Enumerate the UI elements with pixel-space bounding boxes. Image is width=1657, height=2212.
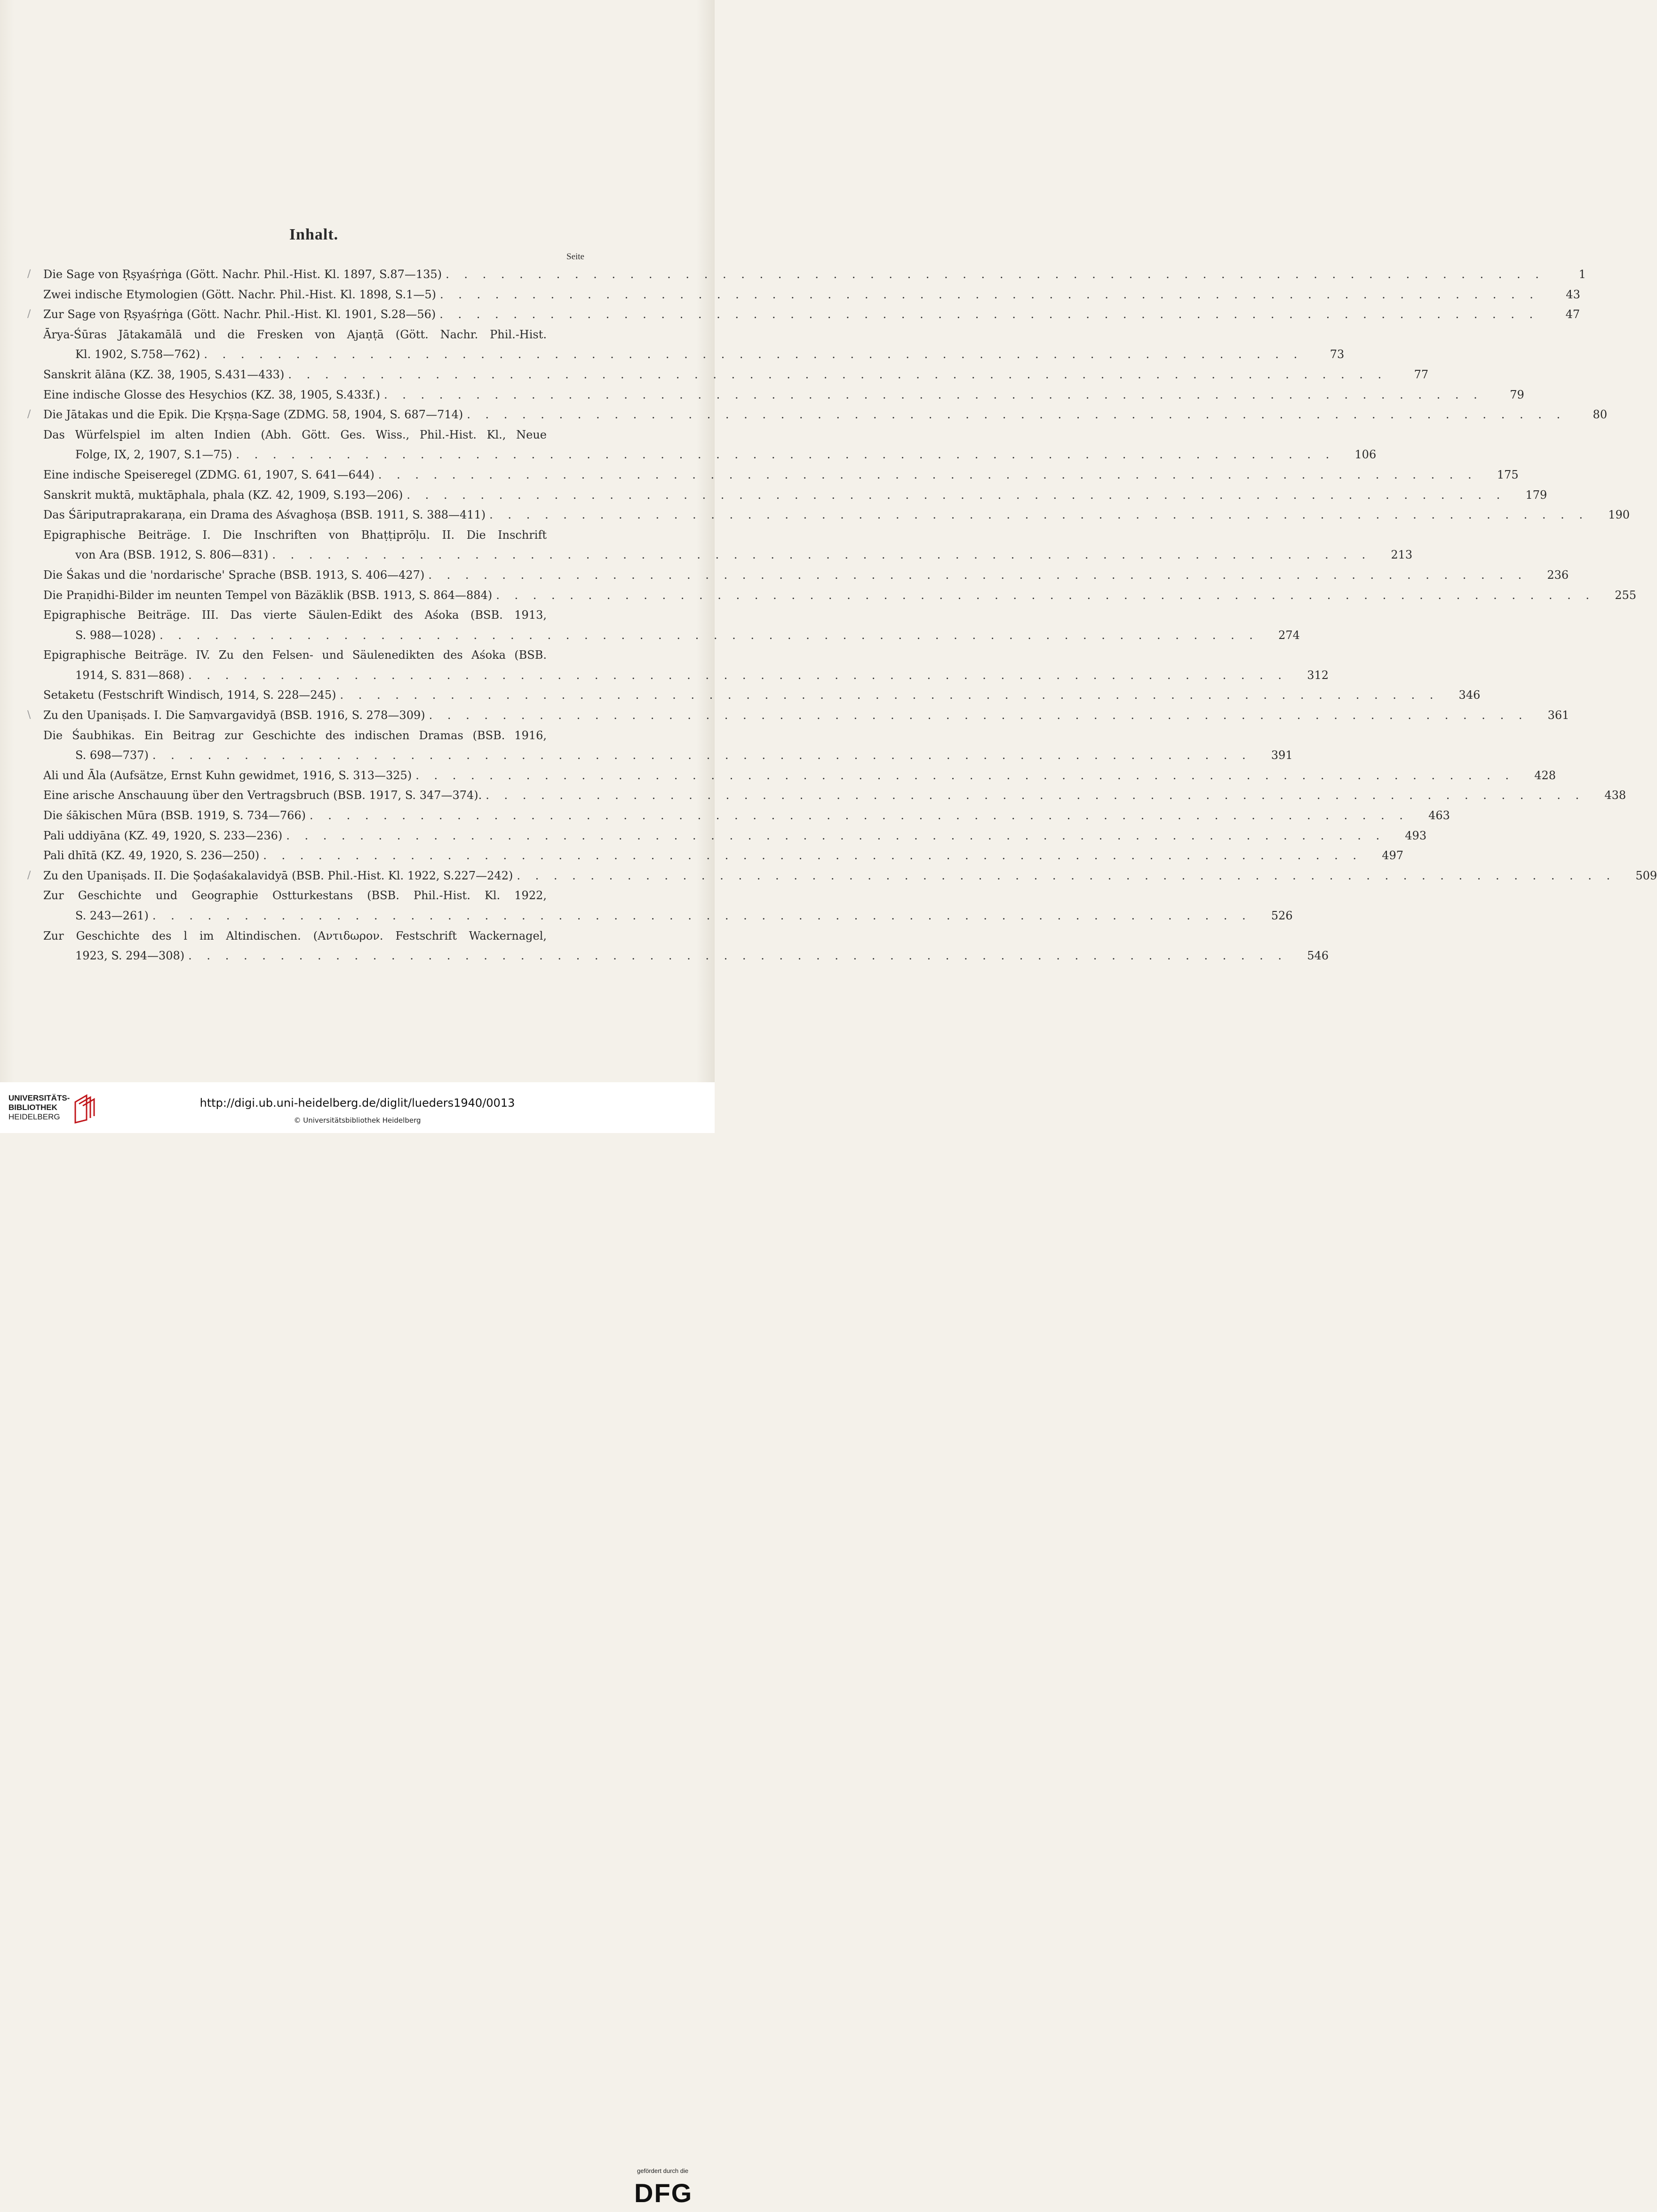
toc-entry-line <box>43 485 1547 505</box>
toc-entry-line <box>43 826 1427 846</box>
toc-entry-line <box>43 585 1637 606</box>
toc-entry-title: Das Würfelspiel im alten Indien (Abh. Gött. Ges. Wiss., Phil.-Hist. Kl., Neue <box>43 428 547 441</box>
dot-leader: . . . . . . . . . . . . . . . . . . . . . . . . . . . . . . . . . . . . . . . . . . . . . . . . . . . . . . . . . . . . <box>446 268 1545 281</box>
dot-leader: . . . . . . . . . . . . . . . . . . . . . . . . . . . . . . . . . . . . . . . . . . . . . . . . . . . . . . . . . . . . <box>263 849 1362 862</box>
toc-entry <box>43 425 1377 465</box>
dot-leader: . . . . . . . . . . . . . . . . . . . . . . . . . . . . . . . . . . . . . . . . . . . . . . . . . . . . . . . . . . . . <box>428 568 1528 582</box>
toc-entry-title: Kl. 1902, S.758—762) <box>75 348 200 361</box>
toc-entry-line <box>43 645 584 665</box>
toc-page-number: 179 <box>1525 488 1547 502</box>
toc-page-number: 79 <box>1510 388 1524 401</box>
dot-leader: . . . . . . . . . . . . . . . . . . . . . . . . . . . . . . . . . . . . . . . . . . . . . . . . . . . . . . . . . . . . <box>152 909 1251 922</box>
dot-leader: . . . . . . . . . . . . . . . . . . . . . . . . . . . . . . . . . . . . . . . . . . . . . . . . . . . . . . . . . . . . <box>378 468 1477 481</box>
toc-entry <box>43 806 1450 826</box>
toc-entry-title: Die Śakas und die 'nordarische' Sprache (BSB. 1913, S. 406—427) <box>43 568 425 582</box>
toc-entry-line <box>43 785 1626 806</box>
toc-entry-line <box>43 325 584 345</box>
toc-entry-line <box>43 665 1329 686</box>
toc-entry <box>27 304 1580 325</box>
pencil-mark: / <box>27 308 31 320</box>
toc-entry <box>43 285 1580 305</box>
toc-entry <box>43 485 1547 505</box>
toc-entry-title: Die Jātakas und die Epik. Die Kṛṣṇa-Sage (ZDMG. 58, 1904, S. 687—714) <box>43 408 463 422</box>
toc-entry-line <box>43 705 1569 726</box>
toc-entry-title: Sanskrit muktā, muktāphala, phala (KZ. 42, 1909, S.193—206) <box>43 488 403 502</box>
toc-entry-line <box>43 866 1657 886</box>
toc-entry-title: Eine arische Anschauung über den Vertragsbruch (BSB. 1917, S. 347—374). <box>43 789 482 802</box>
toc-entry-title: Epigraphische Beiträge. I. Die Inschriften von Bhaṭṭiprōḷu. II. Die Inschrift <box>43 528 547 542</box>
toc-entry <box>43 325 1345 365</box>
toc-page-number: 438 <box>1604 789 1626 802</box>
toc-page-number: 255 <box>1615 588 1637 602</box>
toc-entry-title: Ārya-Śūras Jātakamālā und die Fresken von Ajaṇṭā (Gött. Nachr. Phil.-Hist. <box>43 327 547 341</box>
dot-leader: . . . . . . . . . . . . . . . . . . . . . . . . . . . . . . . . . . . . . . . . . . . . . . . . . . . . . . . . . . . . <box>236 448 1335 462</box>
toc-entry-title: Das Śāriputraprakaraṇa, ein Drama des Aśvaghoṣa (BSB. 1911, S. 388—411) <box>43 508 486 522</box>
dot-leader: . . . . . . . . . . . . . . . . . . . . . . . . . . . . . . . . . . . . . . . . . . . . . . . . . . . . . . . . . . . . <box>383 388 1483 401</box>
toc-entry-title: Die śākischen Mūra (BSB. 1919, S. 734—766) <box>43 809 306 823</box>
library-name-line-2: BIBLIOTHEK <box>8 1103 57 1112</box>
toc-entry-title: Zur Geschichte und Geographie Ostturkestans (BSB. Phil.-Hist. Kl. 1922, <box>43 889 547 902</box>
dfg-logo: DFG <box>634 2178 693 2208</box>
toc-entry-line <box>43 344 1345 365</box>
toc-entry-title: Zu den Upaniṣads. I. Die Saṃvargavidyā (BSB. 1916, S. 278—309) <box>43 709 425 722</box>
toc-entry-line <box>43 766 1556 786</box>
toc-page-number: 312 <box>1307 668 1329 682</box>
toc-entry-line <box>43 264 1586 285</box>
dot-leader: . . . . . . . . . . . . . . . . . . . . . . . . . . . . . . . . . . . . . . . . . . . . . . . . . . . . . . . . . . . . <box>496 588 1595 602</box>
library-name-line-3: HEIDELBERG <box>8 1112 60 1121</box>
funding-note: gefördert durch die <box>637 2167 689 2174</box>
toc-list <box>27 264 1657 966</box>
toc-entry-title: 1914, S. 831—868) <box>75 668 185 682</box>
toc-entry <box>27 866 1657 886</box>
toc-page-number: 43 <box>1566 287 1580 301</box>
toc-entry-line <box>43 745 1293 766</box>
toc-entry-line <box>43 385 1524 405</box>
toc-entry-title: Ali und Āla (Aufsätze, Ernst Kuhn gewidmet, 1916, S. 313—325) <box>43 768 412 782</box>
toc-entry-title: S. 243—261) <box>75 909 149 922</box>
toc-entry-line <box>43 625 1300 646</box>
toc-entry-title: S. 988—1028) <box>75 628 156 642</box>
page-title: Inhalt. <box>289 226 339 243</box>
toc-entry <box>43 726 1293 766</box>
dot-leader: . . . . . . . . . . . . . . . . . . . . . . . . . . . . . . . . . . . . . . . . . . . . . . . . . . . . . . . . . . . . <box>288 367 1387 381</box>
toc-entry <box>43 685 1481 705</box>
toc-entry-title: Zu den Upaniṣads. II. Die Ṣoḍaśakalavidyā (BSB. Phil.-Hist. Kl. 1922, S.227—242) <box>43 869 513 882</box>
toc-entry-line <box>43 445 1377 465</box>
toc-page-number: 497 <box>1382 849 1404 862</box>
toc-entry-line <box>43 505 1630 525</box>
pencil-mark: \ <box>27 709 31 721</box>
toc-entry-line <box>43 304 1580 325</box>
toc-entry <box>43 525 1413 565</box>
toc-entry-line <box>43 806 1450 826</box>
toc-page-number: 361 <box>1547 709 1569 722</box>
library-name-line-1: UNIVERSITÄTS- <box>8 1094 70 1102</box>
toc-entry-title: Folge, IX, 2, 1907, S.1—75) <box>75 448 232 462</box>
toc-page-number: 493 <box>1405 829 1427 842</box>
copyright-notice: © Universitätsbibliothek Heidelberg <box>294 1116 421 1125</box>
page-column-label: Seite <box>566 252 584 262</box>
dot-leader: . . . . . . . . . . . . . . . . . . . . . . . . . . . . . . . . . . . . . . . . . . . . . . . . . . . . . . . . . . . . <box>440 287 1539 301</box>
dot-leader: . . . . . . . . . . . . . . . . . . . . . . . . . . . . . . . . . . . . . . . . . . . . . . . . . . . . . . . . . . . . <box>486 789 1585 802</box>
toc-page-number: 463 <box>1428 809 1450 823</box>
toc-entry-line <box>43 926 584 946</box>
toc-entry <box>43 826 1427 846</box>
dot-leader: . . . . . . . . . . . . . . . . . . . . . . . . . . . . . . . . . . . . . . . . . . . . . . . . . . . . . . . . . . . . <box>429 709 1528 722</box>
toc-page-number: 346 <box>1458 688 1481 702</box>
toc-page-number: 526 <box>1271 909 1293 922</box>
toc-entry <box>43 785 1626 806</box>
toc-page-number: 391 <box>1271 749 1293 762</box>
toc-entry <box>43 766 1556 786</box>
dot-leader: . . . . . . . . . . . . . . . . . . . . . . . . . . . . . . . . . . . . . . . . . . . . . . . . . . . . . . . . . . . . <box>152 749 1251 762</box>
toc-entry <box>43 385 1524 405</box>
dot-leader: . . . . . . . . . . . . . . . . . . . . . . . . . . . . . . . . . . . . . . . . . . . . . . . . . . . . . . . . . . . . <box>204 348 1303 361</box>
permalink[interactable]: http://digi.ub.uni-heidelberg.de/diglit/lueders1940/0013 <box>199 1096 515 1110</box>
dot-leader: . . . . . . . . . . . . . . . . . . . . . . . . . . . . . . . . . . . . . . . . . . . . . . . . . . . . . . . . . . . . <box>188 668 1288 682</box>
toc-entry-title: 1923, S. 294—308) <box>75 949 185 963</box>
toc-entry-title: Pali uddiyāna (KZ. 49, 1920, S. 233—236) <box>43 829 283 842</box>
pencil-mark: / <box>27 408 31 421</box>
toc-page-number: 428 <box>1534 768 1556 782</box>
toc-entry-line <box>43 565 1569 585</box>
pencil-mark: / <box>27 869 31 881</box>
toc-entry <box>43 365 1429 385</box>
toc-page-number: 1 <box>1578 268 1586 281</box>
dot-leader: . . . . . . . . . . . . . . . . . . . . . . . . . . . . . . . . . . . . . . . . . . . . . . . . . . . . . . . . . . . . <box>272 548 1371 562</box>
toc-entry-line <box>43 846 1404 866</box>
dot-leader: . . . . . . . . . . . . . . . . . . . . . . . . . . . . . . . . . . . . . . . . . . . . . . . . . . . . . . . . . . . . <box>159 628 1259 642</box>
dot-leader: . . . . . . . . . . . . . . . . . . . . . . . . . . . . . . . . . . . . . . . . . . . . . . . . . . . . . . . . . . . . <box>406 488 1506 502</box>
toc-page-number: 175 <box>1497 468 1519 481</box>
toc-entry-line <box>43 906 1293 926</box>
toc-page-number: 80 <box>1593 408 1608 422</box>
dot-leader: . . . . . . . . . . . . . . . . . . . . . . . . . . . . . . . . . . . . . . . . . . . . . . . . . . . . . . . . . . . . <box>517 869 1616 882</box>
toc-page-number: 213 <box>1391 548 1413 562</box>
toc-page-number: 274 <box>1278 628 1300 642</box>
toc-entry-title: Setaketu (Festschrift Windisch, 1914, S. 228—245) <box>43 688 336 702</box>
toc-entry <box>43 565 1569 585</box>
toc-page-number: 236 <box>1547 568 1569 582</box>
toc-entry <box>27 405 1608 425</box>
toc-entry-title: Die Śaubhikas. Ein Beitrag zur Geschichte des indischen Dramas (BSB. 1916, <box>43 728 547 742</box>
toc-entry-title: S. 698—737) <box>75 749 149 762</box>
toc-entry-line <box>43 946 1329 966</box>
dot-leader: . . . . . . . . . . . . . . . . . . . . . . . . . . . . . . . . . . . . . . . . . . . . . . . . . . . . . . . . . . . . <box>439 308 1539 321</box>
toc-entry-line <box>43 425 584 445</box>
pencil-mark: / <box>27 268 31 280</box>
toc-entry-line <box>43 886 584 906</box>
toc-entry-line <box>43 465 1519 485</box>
toc-entry-title: Eine indische Glosse des Hesychios (KZ. 38, 1905, S.433f.) <box>43 388 380 401</box>
toc-entry-title: Die Sage von Ṛṣyaśṛṅga (Gött. Nachr. Phil.-Hist. Kl. 1897, S.87—135) <box>43 268 442 281</box>
dot-leader: . . . . . . . . . . . . . . . . . . . . . . . . . . . . . . . . . . . . . . . . . . . . . . . . . . . . . . . . . . . . <box>188 949 1288 963</box>
toc-page-number: 73 <box>1330 348 1345 361</box>
toc-entry-title: Sanskrit ālāna (KZ. 38, 1905, S.431—433) <box>43 367 285 381</box>
toc-entry-title: Pali dhītā (KZ. 49, 1920, S. 236—250) <box>43 849 260 862</box>
funder-logo[interactable] <box>630 2167 706 2212</box>
toc-entry-line <box>43 726 584 746</box>
toc-page-number: 190 <box>1608 508 1630 522</box>
dot-leader: . . . . . . . . . . . . . . . . . . . . . . . . . . . . . . . . . . . . . . . . . . . . . . . . . . . . . . . . . . . . <box>340 688 1439 702</box>
toc-page-number: 106 <box>1354 448 1377 462</box>
dot-leader: . . . . . . . . . . . . . . . . . . . . . . . . . . . . . . . . . . . . . . . . . . . . . . . . . . . . . . . . . . . . <box>286 829 1386 842</box>
toc-entry-title: Zur Sage von Ṛṣyaśṛṅga (Gött. Nachr. Phil.-Hist. Kl. 1901, S.28—56) <box>43 308 436 321</box>
toc-entry-title: von Ara (BSB. 1912, S. 806—831) <box>75 548 269 562</box>
toc-page-number: 47 <box>1565 308 1580 321</box>
toc-entry-title: Epigraphische Beiträge. IV. Zu den Felsen- und Säulenedikten des Aśoka (BSB. <box>43 648 547 662</box>
toc-entry <box>27 264 1586 285</box>
toc-entry-title: Zur Geschichte des l im Altindischen. (Αντιδωρον. Festschrift Wackernagel, <box>43 929 547 942</box>
toc-entry-title: Eine indische Speiseregel (ZDMG. 61, 1907, S. 641—644) <box>43 468 374 481</box>
toc-entry <box>43 505 1630 525</box>
toc-entry-line <box>43 605 584 625</box>
toc-entry <box>43 886 1293 926</box>
dot-leader: . . . . . . . . . . . . . . . . . . . . . . . . . . . . . . . . . . . . . . . . . . . . . . . . . . . . . . . . . . . . <box>467 408 1566 422</box>
dot-leader: . . . . . . . . . . . . . . . . . . . . . . . . . . . . . . . . . . . . . . . . . . . . . . . . . . . . . . . . . . . . <box>489 508 1589 522</box>
toc-entry <box>27 705 1569 726</box>
dot-leader: . . . . . . . . . . . . . . . . . . . . . . . . . . . . . . . . . . . . . . . . . . . . . . . . . . . . . . . . . . . . <box>415 768 1515 782</box>
toc-entry <box>43 926 1329 966</box>
toc-page-number: 546 <box>1307 949 1329 963</box>
toc-entry <box>43 585 1637 606</box>
toc-entry <box>43 645 1329 685</box>
toc-entry <box>43 846 1404 866</box>
toc-page-number: 509 <box>1635 869 1657 882</box>
toc-entry-line <box>43 285 1580 305</box>
toc-entry-line <box>43 545 1413 565</box>
dot-leader: . . . . . . . . . . . . . . . . . . . . . . . . . . . . . . . . . . . . . . . . . . . . . . . . . . . . . . . . . . . . <box>310 809 1409 823</box>
toc-page-number: 77 <box>1414 367 1429 381</box>
toc-entry-line <box>43 405 1608 425</box>
toc-entry-title: Die Praṇidhi-Bilder im neunten Tempel von Bäzäklik (BSB. 1913, S. 864—884) <box>43 588 493 602</box>
toc-entry-line <box>43 525 584 545</box>
toc-entry <box>43 465 1519 485</box>
toc-entry-title: Zwei indische Etymologien (Gött. Nachr. Phil.-Hist. Kl. 1898, S.1—5) <box>43 287 436 301</box>
toc-entry-line <box>43 365 1429 385</box>
toc-entry-title: Epigraphische Beiträge. III. Das vierte Säulen-Edikt des Aśoka (BSB. 1913, <box>43 608 547 622</box>
toc-entry <box>43 605 1300 645</box>
toc-entry-line <box>43 685 1481 705</box>
